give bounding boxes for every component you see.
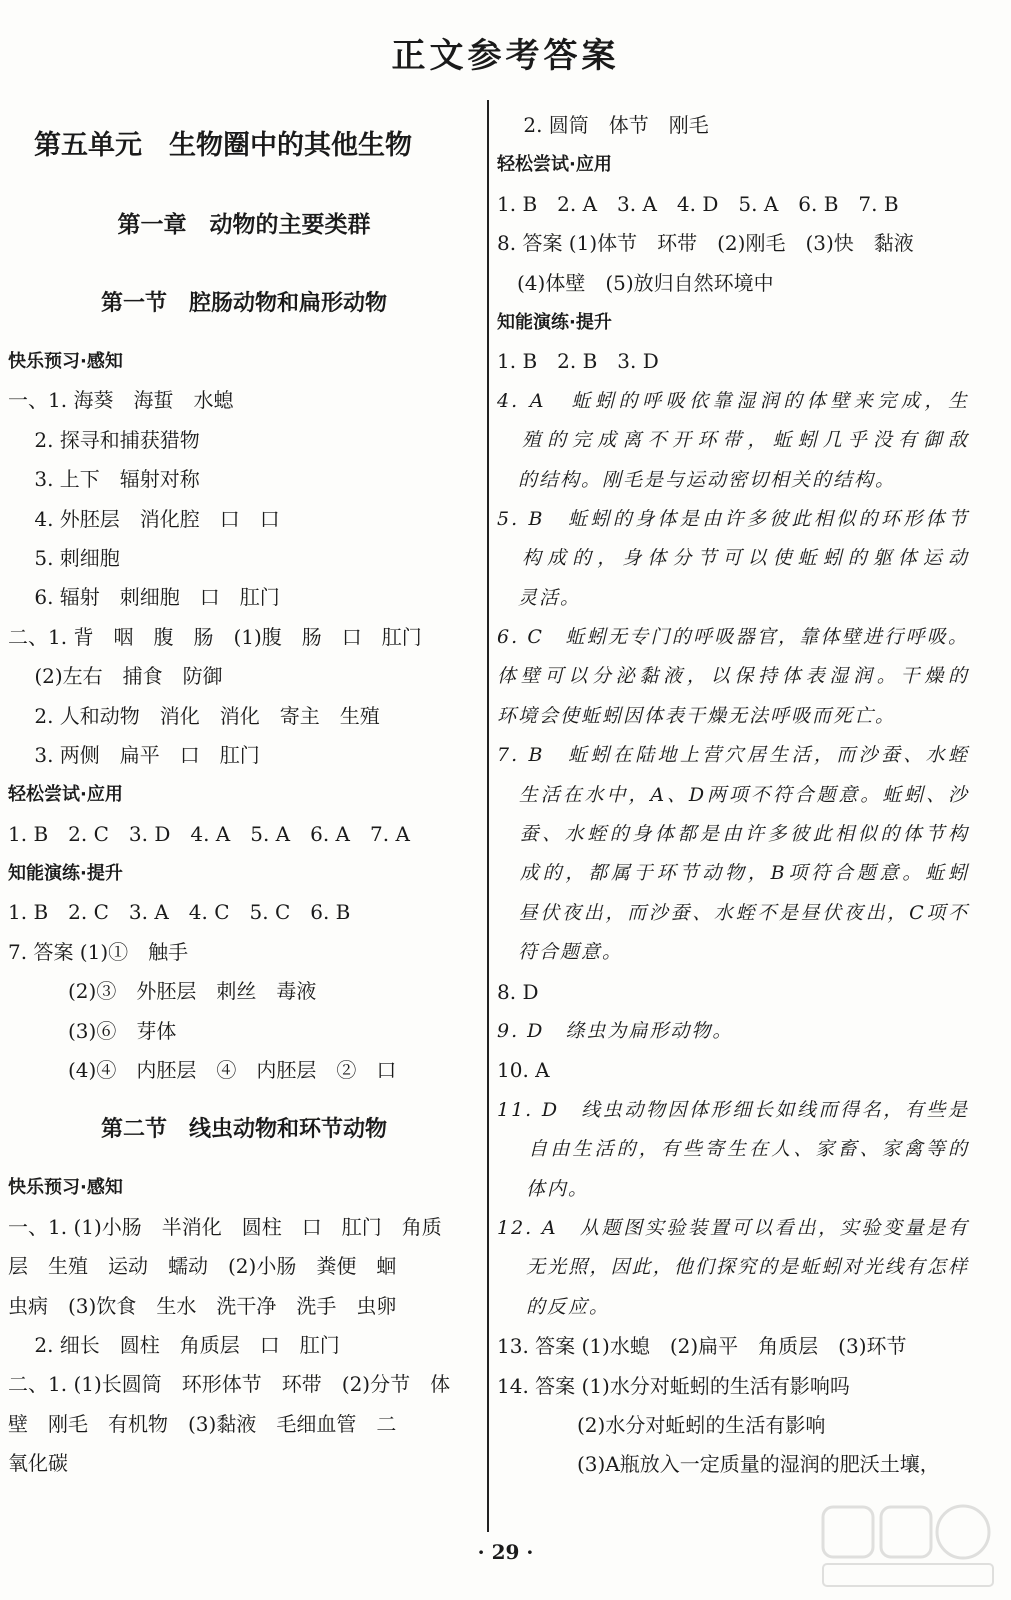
- answer-line: 14. 答案 (1)水分对蚯蚓的生活有影响吗: [497, 1373, 850, 1398]
- unit-title: 第五单元 生物圈中的其他生物: [34, 130, 412, 161]
- section-heading: 轻松尝试·应用: [497, 154, 612, 176]
- chapter-title: 第一章 动物的主要类群: [117, 211, 371, 238]
- answer-line: 8. 答案 (1)体节 环带 (2)刚毛 (3)快 黏液: [497, 231, 914, 256]
- page-title: 正文参考答案: [391, 36, 620, 76]
- explanation-line: 殖的完成离不开环带，蚯蚓几乎没有御敌: [497, 429, 969, 452]
- explanation-line: 的反应。: [497, 1295, 611, 1318]
- answer-line: 13. 答案 (1)水螅 (2)扁平 角质层 (3)环节: [497, 1334, 907, 1359]
- section-heading: 快乐预习·感知: [8, 1177, 123, 1199]
- answer-line: 壁 刚毛 有机物 (3)黏液 毛细血管 二: [8, 1411, 397, 1436]
- answer-line: 虫病 (3)饮食 生水 洗干净 洗手 虫卵: [8, 1293, 397, 1318]
- explanation-line: 无光照，因此，他们探究的是蚯蚓对光线有怎样: [497, 1256, 969, 1279]
- explanation-line: 6. C 蚯蚓无专门的呼吸器官，靠体壁进行呼吸。: [497, 626, 969, 649]
- explanation-line: 环境会使蚯蚓因体表干燥无法呼吸而死亡。: [497, 704, 897, 727]
- answer-line: (3)⑥ 芽体: [8, 1018, 177, 1043]
- answer-line: 1. B 2. C 3. D 4. A 5. A 6. A 7. A: [8, 821, 410, 846]
- answer-line: (4)④ 内胚层 ④ 内胚层 ② 口: [8, 1058, 397, 1083]
- answer-line: 1. B 2. C 3. A 4. C 5. C 6. B: [8, 900, 351, 925]
- explanation-line: 蚕、水蛭的身体都是由许多彼此相似的体节构: [497, 823, 969, 846]
- explanation-line: 符合题意。: [497, 941, 624, 964]
- section-heading: 知能演练·提升: [497, 311, 612, 333]
- answer-line: 5. 刺细胞: [8, 545, 120, 570]
- explanation-line: 成的，都属于环节动物，B项符合题意。蚯蚓: [497, 862, 969, 885]
- answer-line: 10. A: [497, 1058, 550, 1083]
- section-heading: 知能演练·提升: [8, 863, 123, 885]
- explanation-line: 体内。: [497, 1177, 590, 1200]
- right-column: [497, 106, 969, 1485]
- explanation-line: 11. D 线虫动物因体形细长如线而得名，有些是: [497, 1098, 969, 1121]
- explanation-line: 5. B 蚯蚓的身体是由许多彼此相似的环形体节: [497, 507, 969, 530]
- explanation-line: 体壁可以分泌黏液，以保持体表湿润。干燥的: [497, 665, 969, 688]
- answer-line: 8. D: [497, 979, 539, 1004]
- answer-line: (3)A瓶放入一定质量的湿润的肥沃土壤，: [497, 1452, 940, 1477]
- explanation-line: 9. D 绦虫为扁形动物。: [497, 1019, 734, 1042]
- answer-line: 二、1. 背 咽 腹 肠 (1)腹 肠 口 肛门: [8, 624, 422, 649]
- explanation-line: 昼伏夜出，而沙蚕、水蛭不是昼伏夜出，C项不: [497, 901, 969, 924]
- section-title: 第二节 线虫动物和环节动物: [100, 1116, 387, 1143]
- answer-line: 3. 两侧 扁平 口 肛门: [8, 742, 260, 767]
- section-heading: 快乐预习·感知: [8, 351, 123, 372]
- answer-line: 1. B 2. A 3. A 4. D 5. A 6. B 7. B: [497, 191, 899, 216]
- answer-line: 3. 上下 辐射对称: [8, 467, 200, 492]
- answer-line: 层 生殖 运动 蠕动 (2)小肠 粪便 蛔: [8, 1254, 397, 1279]
- answer-line: (4)体壁 (5)放归自然环境中: [497, 270, 774, 295]
- explanation-line: 生活在水中，A、D两项不符合题意。蚯蚓、沙: [497, 783, 969, 806]
- answer-line: 6. 辐射 刺细胞 口 肛门: [8, 585, 280, 610]
- explanation-line: 自由生活的，有些寄生在人、家畜、家禽等的: [497, 1138, 969, 1161]
- answer-line: (2)水分对蚯蚓的生活有影响: [497, 1412, 826, 1437]
- explanation-line: 7. B 蚯蚓在陆地上营穴居生活，而沙蚕、水蛭: [497, 744, 969, 767]
- section-heading: 轻松尝试·应用: [8, 784, 123, 806]
- answer-line: 2. 细长 圆柱 角质层 口 肛门: [8, 1332, 340, 1357]
- explanation-line: 灵活。: [497, 586, 582, 609]
- section-title: 第一节 腔肠动物和扁形动物: [100, 290, 387, 316]
- page-number: · 29 ·: [477, 1540, 534, 1564]
- answer-line: 一、1. (1)小肠 半消化 圆柱 口 肛门 角质: [8, 1214, 442, 1239]
- answer-line: 2. 人和动物 消化 消化 寄主 生殖: [8, 703, 380, 728]
- explanation-line: 4. A 蚯蚓的呼吸依靠湿润的体壁来完成，生: [497, 389, 969, 412]
- watermark-logo: [813, 1502, 1003, 1592]
- answer-line: 2. 探寻和捕获猎物: [8, 427, 200, 452]
- answer-line: (2)③ 外胚层 刺丝 毒液: [8, 979, 317, 1004]
- answer-line: 一、1. 海葵 海蜇 水螅: [8, 388, 234, 413]
- left-column: [8, 106, 480, 1484]
- column-divider: [487, 100, 489, 1532]
- answer-line: 氧化碳: [8, 1451, 68, 1476]
- answer-line: 4. 外胚层 消化腔 口 口: [8, 506, 280, 531]
- answer-line: 1. B 2. B 3. D: [497, 349, 659, 374]
- answer-line: 2. 圆筒 体节 刚毛: [497, 113, 709, 137]
- explanation-line: 的结构。刚毛是与运动密切相关的结构。: [497, 468, 897, 491]
- explanation-line: 构成的，身体分节可以使蚯蚓的躯体运动: [497, 547, 969, 570]
- explanation-line: 12. A 从题图实验装置可以看出，实验变量是有: [497, 1216, 969, 1239]
- answer-line: 7. 答案 (1)① 触手: [8, 939, 189, 964]
- answer-line: 二、1. (1)长圆筒 环形体节 环带 (2)分节 体: [8, 1372, 451, 1397]
- answer-line: (2)左右 捕食 防御: [8, 664, 223, 689]
